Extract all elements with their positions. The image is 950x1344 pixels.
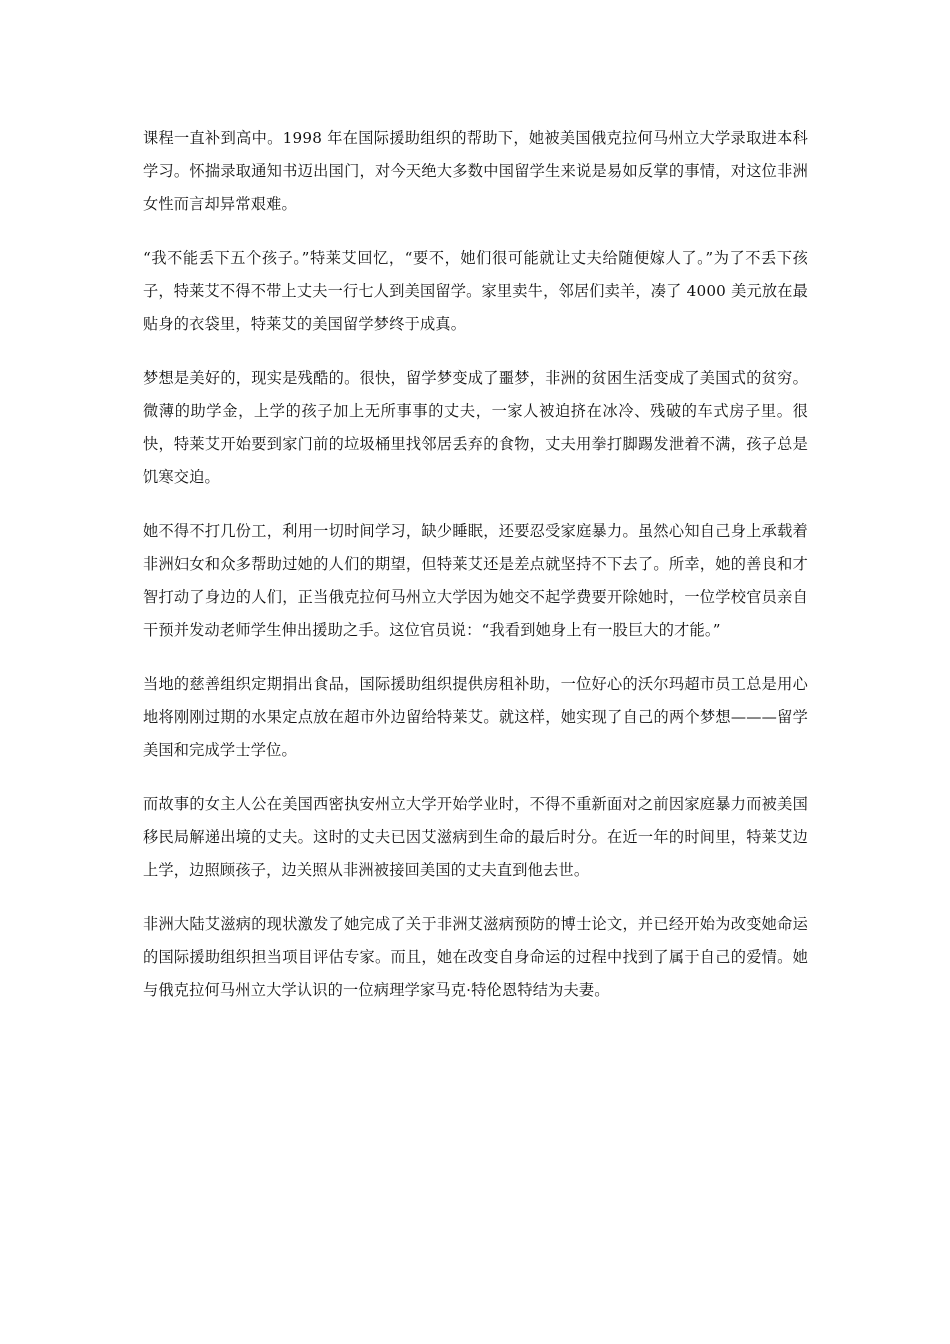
paragraph-1: 课程一直补到高中。1998 年在国际援助组织的帮助下，她被美国俄克拉何马州立大学录取进本科学习。怀揣录取通知书迈出国门，对今天绝大多数中国留学生来说是易如反掌的事情，对这位非洲女性而言却异常艰难。 [143,129,808,213]
paragraph-2: “我不能丢下五个孩子。”特莱艾回忆，“要不，她们很可能就让丈夫给随便嫁人了。”为了不丢下孩子，特莱艾不得不带上丈夫一行七人到美国留学。家里卖牛，邻居们卖羊，凑了 4000 美元放在最贴身的衣袋里，特莱艾的美国留学梦终于成真。 [143,249,809,333]
paragraph-6: 而故事的女主人公在美国西密执安州立大学开始学业时，不得不重新面对之前因家庭暴力而被美国移民局解递出境的丈夫。这时的丈夫已因艾滋病到生命的最后时分。在近一年的时间里，特莱艾边上学，边照顾孩子，边关照从非洲被接回美国的丈夫直到他去世。 [143,795,808,879]
paragraph-3: 梦想是美好的，现实是残酷的。很快，留学梦变成了噩梦，非洲的贫困生活变成了美国式的贫穷。微薄的助学金，上学的孩子加上无所事事的丈夫，一家人被迫挤在冰冷、残破的车式房子里。很快，特莱艾开始要到家门前的垃圾桶里找邻居丢弃的食物，丈夫用拳打脚踢发泄着不满，孩子总是饥寒交迫。 [143,369,808,486]
paragraph-4: 她不得不打几份工，利用一切时间学习，缺少睡眠，还要忍受家庭暴力。虽然心知自己身上承载着非洲妇女和众多帮助过她的人们的期望，但特莱艾还是差点就坚持不下去了。所幸，她的善良和才智打动了身边的人们，正当俄克拉何马州立大学因为她交不起学费要开除她时，一位学校官员亲自干预并发动老师学生伸出援助之手。这位官员说：“我看到她身上有一股巨大的才能。” [143,522,808,639]
paragraph-7: 非洲大陆艾滋病的现状激发了她完成了关于非洲艾滋病预防的博士论文，并已经开始为改变她命运的国际援助组织担当项目评估专家。而且，她在改变自身命运的过程中找到了属于自己的爱情。她与俄克拉何马州立大学认识的一位病理学家马克·特伦恩特结为夫妻。 [143,915,808,999]
paragraph-5: 当地的慈善组织定期捐出食品，国际援助组织提供房租补助，一位好心的沃尔玛超市员工总是用心地将刚刚过期的水果定点放在超市外边留给特莱艾。就这样，她实现了自己的两个梦想———留学美国和完成学士学位。 [143,675,808,759]
document-body [143,122,808,1028]
